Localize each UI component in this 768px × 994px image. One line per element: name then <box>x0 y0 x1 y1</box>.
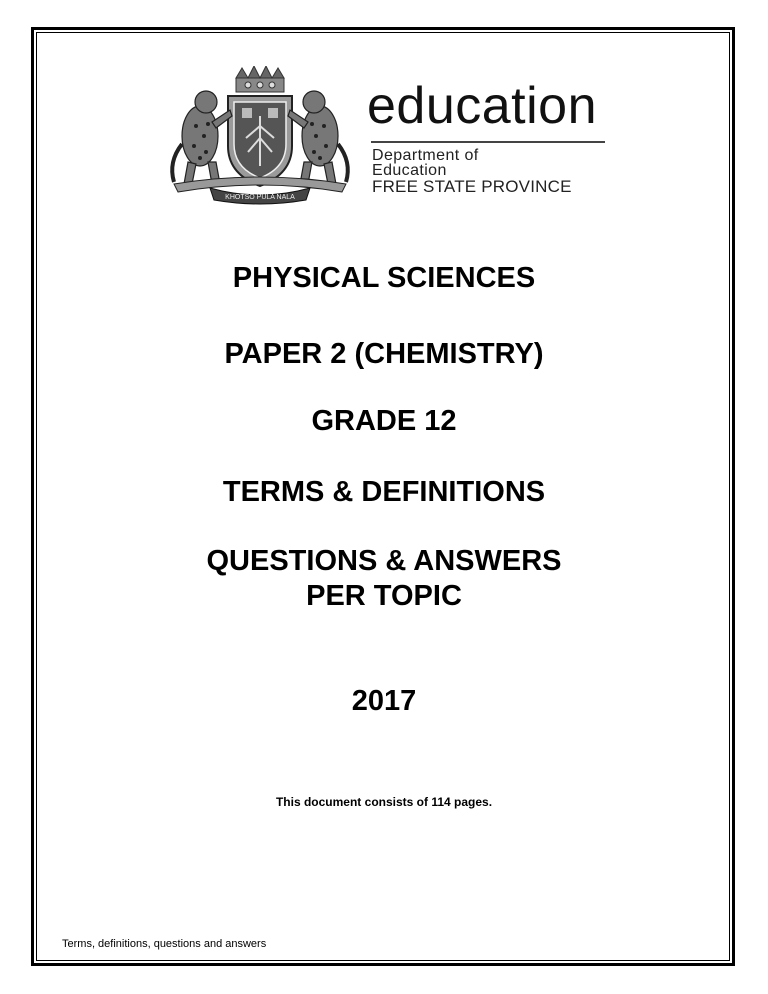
education-line: Education <box>372 162 447 179</box>
year-title: 2017 <box>351 685 417 717</box>
province-line: FREE STATE PROVINCE <box>372 177 572 196</box>
subject-title: PHYSICAL SCIENCES <box>232 262 536 294</box>
qa-title-line2: PER TOPIC <box>306 580 462 612</box>
qa-title-line1: QUESTIONS & ANSWERS <box>206 545 562 577</box>
coat-of-arms-icon <box>160 66 360 206</box>
paper-title: PAPER 2 (CHEMISTRY) <box>224 338 544 370</box>
motto-text: KHOTSO PULA NALA <box>225 194 295 201</box>
wordmark-rule <box>371 141 605 143</box>
terms-title: TERMS & DEFINITIONS <box>222 476 546 508</box>
education-wordmark: education <box>367 77 598 135</box>
page-count-note: This document consists of 114 pages. <box>275 795 493 809</box>
department-line: Department of <box>372 147 479 164</box>
grade-title: GRADE 12 <box>311 405 457 437</box>
footer-text: Terms, definitions, questions and answers <box>62 938 267 950</box>
